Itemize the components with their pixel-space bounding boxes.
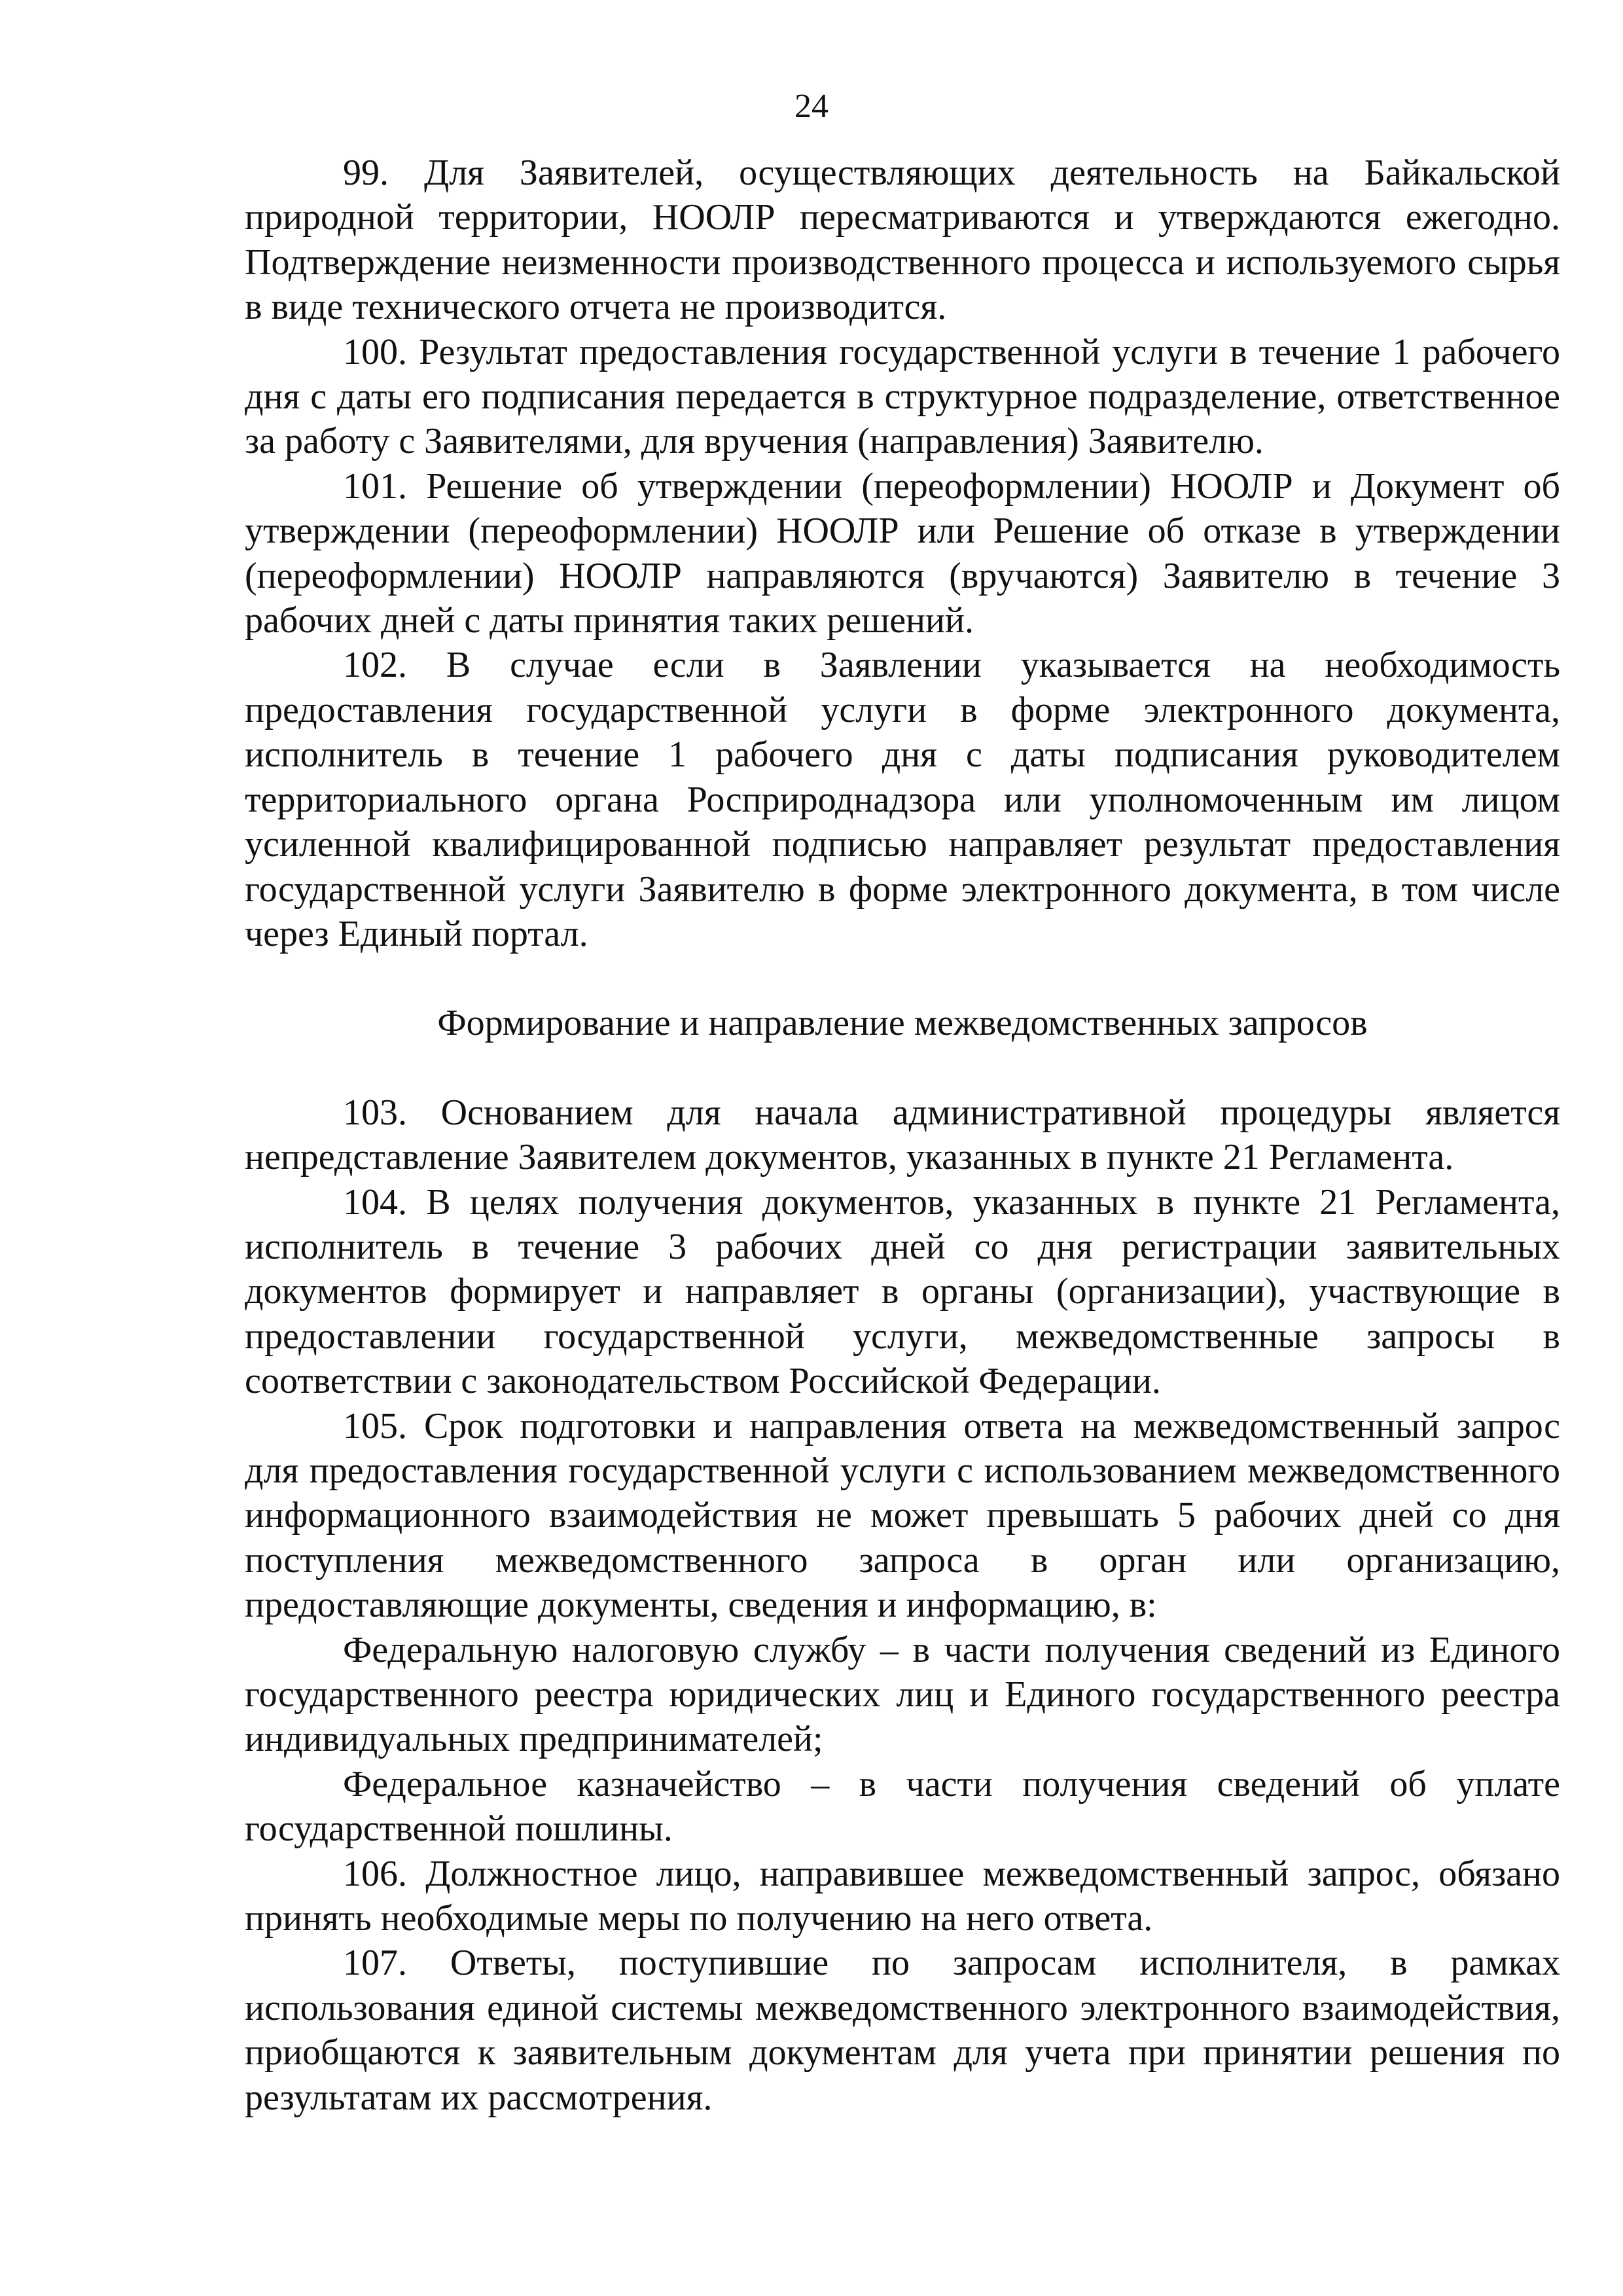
paragraph-number: 103. bbox=[343, 1092, 407, 1133]
paragraph-102 bbox=[245, 643, 1560, 956]
paragraph-105-item-tax-service bbox=[245, 1628, 1560, 1762]
paragraph-text: Решение об утверждении (переоформлении) НООЛР и Документ об утверждении (переоформлении) НООЛР или Решение об отказе в утверждении (переоформлении) НООЛР направляются (вручаются) Заявителю в течение 3 рабочих дней с даты принятия таких решений. bbox=[245, 465, 1561, 641]
paragraph-105 bbox=[245, 1404, 1560, 1628]
paragraph-text: Для Заявителей, осуществляющих деятельность на Байкальской природной территории, НООЛР пересматриваются и утверждаются ежегодно. Подтверждение неизменности производственного процесса и используемого сырья в виде технического отчета не производится. bbox=[245, 152, 1561, 328]
paragraph-text: Ответы, поступившие по запросам исполнителя, в рамках использования единой системы межведомственного электронного взаимодействия, приобщаются к заявительным документам для учета при принятии решения по результатам их рассмотрения. bbox=[245, 1943, 1561, 2118]
paragraph-text: Должностное лицо, направившее межведомственный запрос, обязано принять необходимые меры по получению на него ответа. bbox=[245, 1853, 1561, 1939]
paragraph-text: В случае если в Заявлении указывается на необходимость предоставления государственной услуги в форме электронного документа, исполнитель в течение 1 рабочего дня с даты подписания руководителем территориального органа Росприроднадзора или уполномоченным им лицом усиленной квалифицированной подписью направляет результат предоставления государственной услуги Заявителю в форме электронного документа, в том числе через Единый портал. bbox=[245, 645, 1560, 954]
paragraph-101 bbox=[245, 464, 1560, 643]
paragraph-105-item-treasury bbox=[245, 1762, 1560, 1852]
paragraph-100 bbox=[245, 330, 1560, 464]
paragraph-106 bbox=[245, 1852, 1560, 1941]
section-heading: Формирование и направление межведомственных запросов bbox=[437, 1003, 1368, 1044]
paragraph-number: 106. bbox=[343, 1853, 407, 1894]
paragraph-99 bbox=[245, 151, 1560, 330]
paragraph-text: В целях получения документов, указанных в пункте 21 Регламента, исполнитель в течение 3 рабочих дней со дня регистрации заявительных документов формирует и направляет в органы (организации), участвующие в предоставлении государственной услуги, межведомственные запросы в соответствии с законодательством Российской Федерации. bbox=[245, 1181, 1561, 1402]
page-number: 24 bbox=[794, 88, 829, 125]
paragraph-text: Федеральную налоговую службу – в части получения сведений из Единого государственного реестра юридических лиц и Единого государственного реестра индивидуальных предпринимателей; bbox=[245, 1629, 1560, 1760]
paragraph-number: 104. bbox=[343, 1181, 407, 1223]
paragraph-number: 107. bbox=[343, 1943, 407, 1984]
paragraph-number: 100. bbox=[343, 331, 407, 372]
paragraph-number: 101. bbox=[343, 465, 407, 507]
paragraph-number: 102. bbox=[343, 645, 407, 686]
paragraph-107 bbox=[245, 1941, 1560, 2120]
paragraph-number: 99. bbox=[343, 152, 389, 193]
paragraph-number: 105. bbox=[343, 1405, 407, 1446]
paragraph-text: Федеральное казначейство – в части получения сведений об уплате государственной пошлины. bbox=[245, 1763, 1560, 1850]
paragraph-text: Основанием для начала административной процедуры является непредставление Заявителем документов, указанных в пункте 21 Регламента. bbox=[245, 1092, 1561, 1178]
paragraph-104 bbox=[245, 1180, 1560, 1404]
document-body bbox=[245, 151, 1560, 2120]
paragraph-103 bbox=[245, 1090, 1560, 1180]
paragraph-text: Результат предоставления государственной услуги в течение 1 рабочего дня с даты его подписания передается в структурное подразделение, ответственное за работу с Заявителями, для вручения (направления) Заявителю. bbox=[245, 331, 1560, 462]
paragraph-text: Срок подготовки и направления ответа на межведомственный запрос для предоставления государственной услуги с использованием межведомственного информационного взаимодействия не может превышать 5 рабочих дней со дня поступления межведомственного запроса в орган или организацию, предоставляющие документы, сведения и информацию, в: bbox=[245, 1405, 1561, 1626]
